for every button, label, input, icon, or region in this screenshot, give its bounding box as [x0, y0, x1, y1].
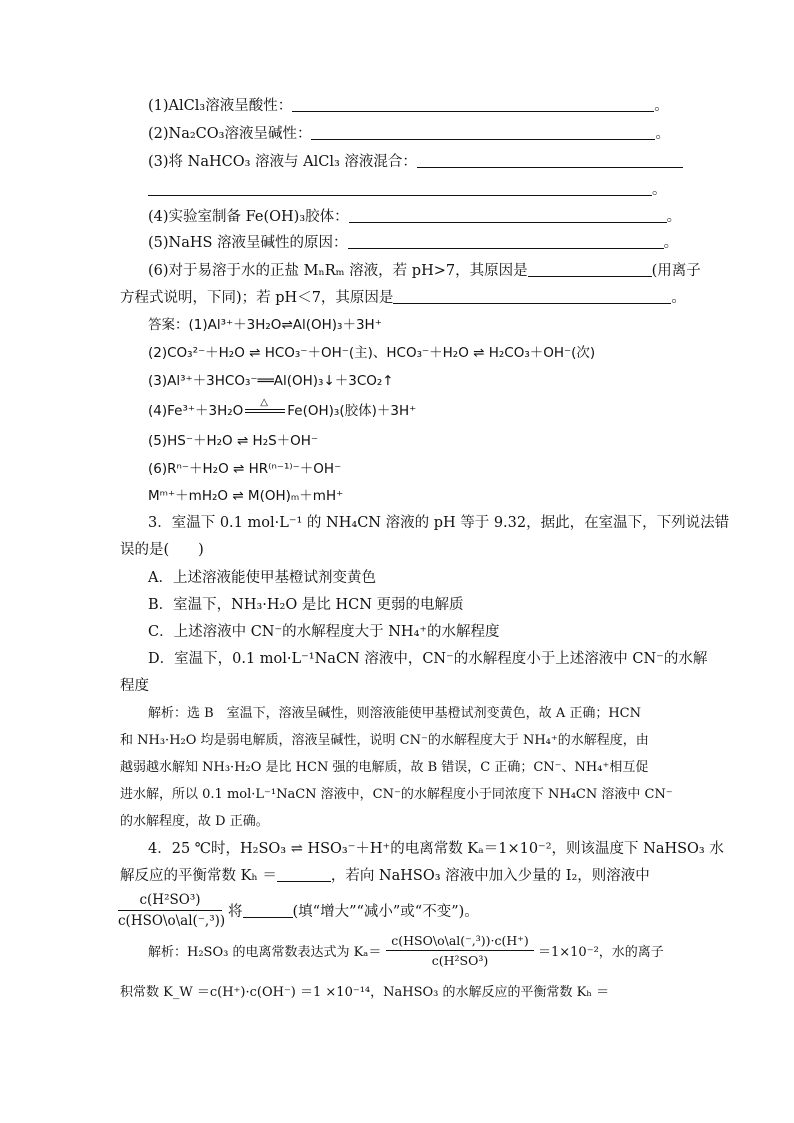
q-line-3-text: (3)将 NaHCO₃ 溶液与 AlCl₃ 溶液混合： — [148, 154, 417, 170]
answer-blank — [311, 125, 655, 140]
answer-blank — [243, 903, 293, 918]
answer-4-left: (4)Fe³⁺＋3H₂O — [148, 403, 244, 419]
answer-blank — [528, 262, 652, 277]
q-line-6-text-c: 方程式说明，下同)；若 pH＜7，其原因是 — [120, 290, 394, 306]
q-line-3 — [148, 152, 708, 172]
q-line-5 — [148, 233, 708, 253]
q4-analysis-1a: 解析：H₂SO₃ 的电离常数表达式为 Kₐ＝ — [148, 945, 382, 960]
period: 。 — [652, 182, 667, 198]
q-line-2-text: (2)Na₂CO₃溶液呈碱性： — [148, 126, 312, 142]
period: 。 — [666, 209, 682, 225]
heat-arrow — [243, 397, 287, 415]
answer-blank — [348, 234, 664, 249]
q-line-6-text: (6)对于易溶于水的正盐 MₙRₘ 溶液，若 pH>7，其原因是 — [148, 263, 528, 279]
answer-2: (2)CO₃²⁻＋H₂O ⇌ HCO₃⁻＋OH⁻(主)、HCO₃⁻＋H₂O ⇌ H₂CO₃＋OH⁻(次) — [148, 345, 596, 361]
answer-7: Mᵐ⁺＋mH₂O ⇌ M(OH)ₘ＋mH⁺ — [148, 488, 344, 504]
q3-analysis-2: 和 NH₃·H₂O 均是弱电解质，溶液呈碱性，说明 CN⁻的水解程度大于 NH₄⁺的水解程度，由 — [120, 733, 649, 748]
q-line-6 — [148, 261, 708, 281]
q4-stem-3-b: (填“增大”“减小”或“不变”)。 — [292, 904, 479, 920]
q-line-2 — [148, 124, 708, 144]
period: 。 — [654, 98, 669, 114]
reversible-arrow: ⇌ — [281, 317, 293, 333]
q3-option-d-2: 程度 — [120, 678, 149, 694]
q4-analysis-denominator: c(H²SO³) — [431, 953, 489, 968]
answer-1-right: Al(OH)₃＋3H⁺ — [292, 317, 382, 333]
answer-5: (5)HS⁻＋H₂O ⇌ H₂S＋OH⁻ — [148, 433, 319, 449]
answer-blank — [393, 289, 671, 304]
heat-icon: △ — [260, 397, 268, 408]
q3-option-a: A．上述溶液能使甲基橙试剂变黄色 — [148, 570, 376, 586]
answer-blank — [349, 208, 667, 223]
q3-option-b: B．室温下，NH₃·H₂O 是比 HCN 更弱的电解质 — [148, 597, 464, 613]
q4-analysis-numerator: c(HSO\o\al(⁻,³))·c(H⁺) — [386, 933, 534, 951]
q4-stem-1: 4．25 ℃时，H₂SO₃ ⇌ HSO₃⁻＋H⁺的电离常数 Kₐ＝1×10⁻²，则该温度下 NaHSO₃ 水 — [148, 841, 724, 857]
period: 。 — [655, 126, 670, 142]
q4-analysis-1b: ＝1×10⁻²，水的离子 — [538, 945, 664, 960]
q3-stem-2: 误的是( ) — [120, 542, 204, 558]
q4-fraction-numerator: c(H²SO³) — [118, 892, 222, 911]
q4-stem-3-a: 将 — [228, 904, 243, 920]
q4-stem-3 — [228, 902, 628, 922]
answer-blank — [292, 97, 654, 112]
answer-3: (3)Al³⁺＋3HCO₃⁻══Al(OH)₃↓＋3CO₂↑ — [148, 373, 394, 389]
answer-4-right: Fe(OH)₃(胶体)＋3H⁺ — [287, 403, 417, 419]
period: 。 — [671, 290, 686, 306]
q-line-5-text: (5)NaHS 溶液呈碱性的原因： — [148, 235, 348, 251]
period: 。 — [663, 235, 679, 251]
q3-option-c: C．上述溶液中 CN⁻的水解程度大于 NH₄⁺的水解程度 — [148, 624, 500, 640]
q3-stem-1: 3．室温下 0.1 mol·L⁻¹ 的 NH₄CN 溶液的 pH 等于 9.32，据此，在室温下，下列说法错 — [148, 515, 730, 531]
q3-analysis-1: 解析：选 B 室温下，溶液呈碱性，则溶液能使甲基橙试剂变黄色，故 A 正确；HCN — [148, 706, 641, 721]
q4-fraction — [118, 892, 226, 929]
answer-blank — [277, 867, 331, 882]
answer-blank — [417, 153, 683, 168]
q4-stem-2 — [120, 866, 680, 886]
q4-stem-2-b: ，若向 NaHSO₃ 溶液中加入少量的 I₂，则溶液中 — [330, 868, 650, 884]
q4-fraction-denominator: c(HSO\o\al(⁻,³)) — [118, 913, 226, 929]
answer-6: (6)Rⁿ⁻＋H₂O ⇌ HR⁽ⁿ⁻¹⁾⁻＋OH⁻ — [148, 461, 342, 477]
q-line-3-cont — [148, 180, 708, 200]
answer-4 — [148, 397, 708, 421]
q4-analysis-fraction — [386, 933, 534, 968]
q4-stem-2-a: 解反应的平衡常数 Kₕ ＝ — [120, 868, 277, 884]
answer-1 — [148, 315, 708, 335]
q3-analysis-4: 进水解，所以 0.1 mol·L⁻¹NaCN 溶液中，CN⁻的水解程度小于同浓度下 NH₄CN 溶液中 CN⁻ — [120, 787, 673, 802]
q-line-6-cont — [120, 288, 686, 308]
q3-option-d-1: D．室温下，0.1 mol·L⁻¹NaCN 溶液中，CN⁻的水解程度小于上述溶液中 CN⁻的水解 — [148, 651, 708, 667]
q4-analysis-2: 积常数 K_W ＝c(H⁺)·c(OH⁻) ＝1 ×10⁻¹⁴，NaHSO₃ 的水解反应的平衡常数 Kₕ ＝ — [120, 985, 610, 1000]
q-line-6-text-b: (用离子 — [651, 263, 701, 279]
q-line-4-text: (4)实验室制备 Fe(OH)₃胶体： — [148, 209, 349, 225]
q3-analysis-5: 的水解程度，故 D 正确。 — [120, 814, 269, 829]
answer-1-left: 答案：(1)Al³⁺＋3H₂O — [148, 317, 282, 333]
q-line-4 — [148, 207, 708, 227]
q-line-1-text: (1)AlCl₃溶液呈酸性： — [148, 98, 293, 114]
answer-blank — [148, 181, 652, 196]
q-line-1 — [148, 96, 708, 116]
q3-analysis-3: 越弱越水解知 NH₃·H₂O 是比 HCN 强的电解质，故 B 错误，C 正确；CN⁻、NH₄⁺相互促 — [120, 760, 649, 775]
